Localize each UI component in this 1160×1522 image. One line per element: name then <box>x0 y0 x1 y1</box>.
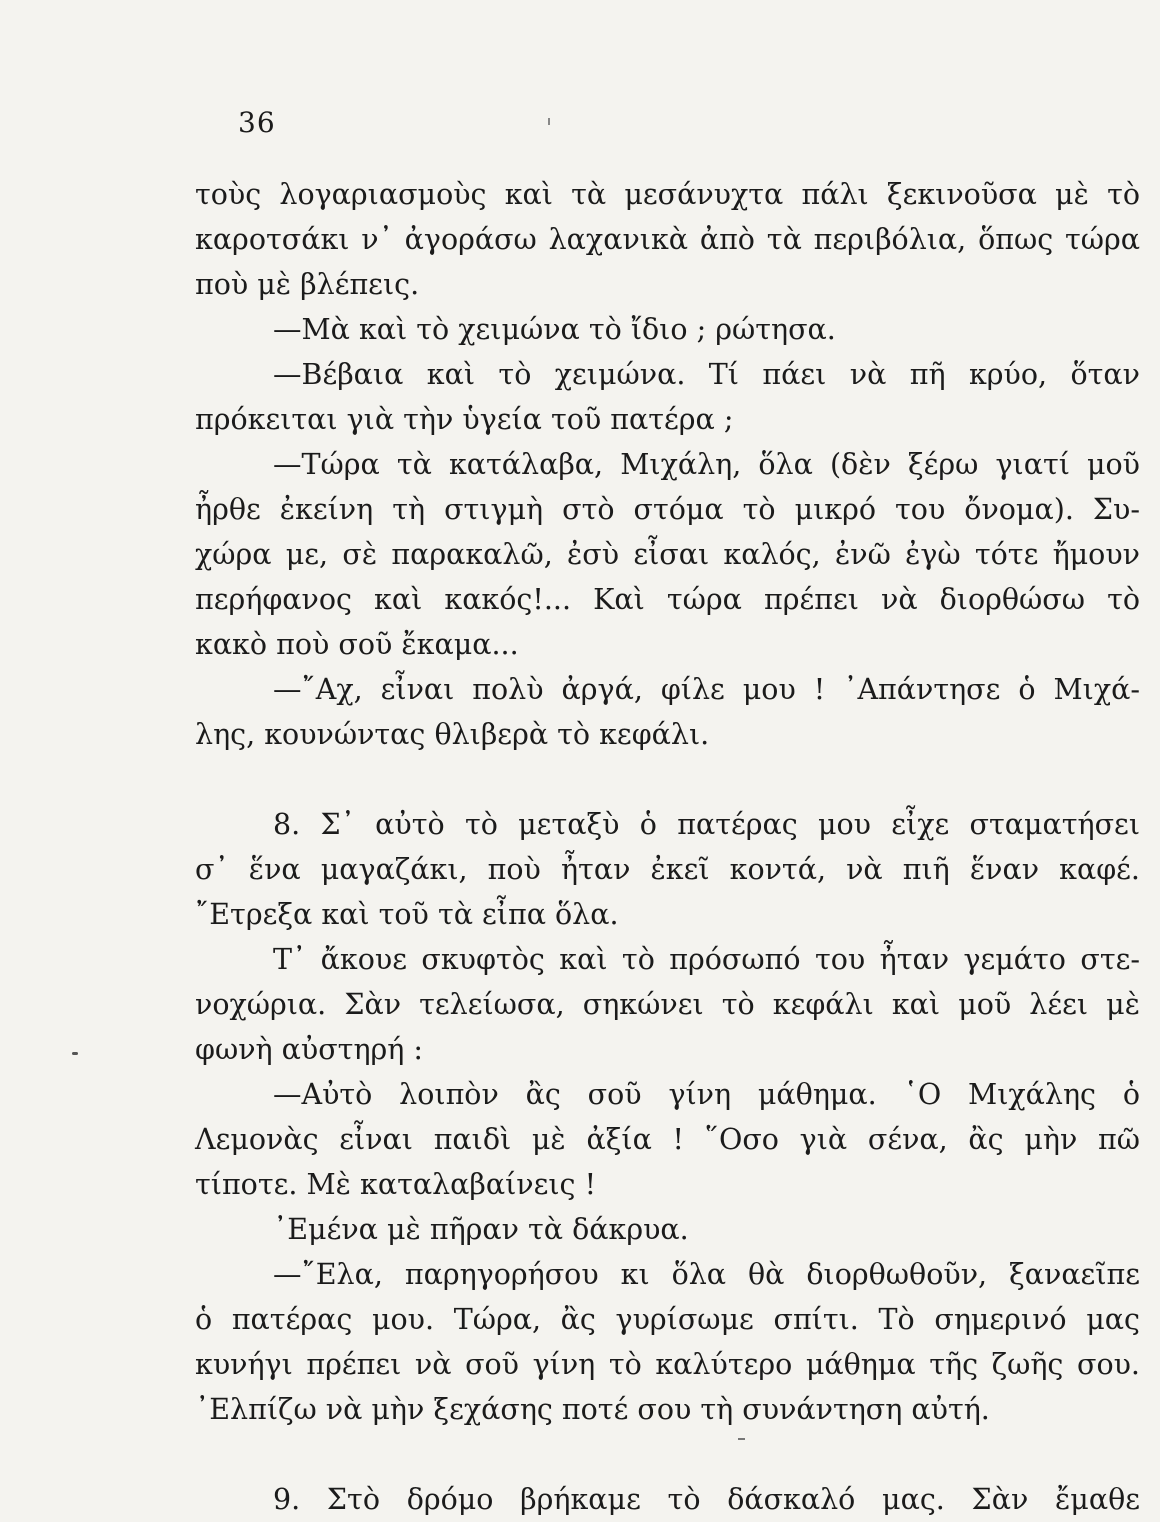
text-line: λης, κουνώντας θλιβερὰ τὸ κεφάλι. <box>195 718 710 751</box>
text-line: τοὺς λογαριασμοὺς καὶ τὰ μεσάνυχτα πάλι ξεκινοῦσα μὲ τὸ <box>195 178 1140 211</box>
page-number: 36 <box>238 106 276 139</box>
text-line: νοχώρια. Σὰν τελείωσα, σηκώνει τὸ κεφάλι καὶ μοῦ λέει μὲ <box>195 988 1140 1021</box>
text-line: 9. Στὸ δρόμο βρήκαμε τὸ δάσκαλό μας. Σὰν ἔμαθε <box>273 1483 1140 1516</box>
text-line: Λεμονὰς εἶναι παιδὶ μὲ ἀξία ! ῞Οσο γιὰ σένα, ἂς μὴν πῶ <box>195 1123 1140 1156</box>
text-line: —Βέβαια καὶ τὸ χειμώνα. Τί πάει νὰ πῆ κρύο, ὅταν <box>273 358 1140 391</box>
text-line: περήφανος καὶ κακός!... Καὶ τώρα πρέπει νὰ διορθώσω τὸ <box>195 583 1140 616</box>
text-line: χώρα με, σὲ παρακαλῶ, ἐσὺ εἶσαι καλός, ἐνῶ ἐγὼ τότε ἤμουν <box>195 538 1140 571</box>
text-line: σ᾿ ἕνα μαγαζάκι, ποὺ ἦταν ἐκεῖ κοντά, νὰ πιῆ ἕναν καφέ. <box>195 853 1140 886</box>
text-line: —῎Ελα, παρηγορήσου κι ὅλα θὰ διορθωθοῦν, ξαναεῖπε <box>273 1258 1140 1291</box>
text-line: Τ᾿ ἄκουε σκυφτὸς καὶ τὸ πρόσωπό του ἦταν γεμάτο στε- <box>273 943 1140 976</box>
text-line: ἦρθε ἐκείνη τὴ στιγμὴ στὸ στόμα τὸ μικρό του ὄνομα). Συ- <box>195 493 1140 526</box>
text-line: ᾿Εμένα μὲ πῆραν τὰ δάκρυα. <box>273 1213 689 1246</box>
print-speck <box>738 1438 745 1440</box>
text-line: —Τώρα τὰ κατάλαβα, Μιχάλη, ὅλα (δὲν ξέρω γιατί μοῦ <box>273 448 1140 481</box>
text-line: ποὺ μὲ βλέπεις. <box>195 268 420 301</box>
paragraph-gap <box>195 757 1140 802</box>
text-line: 8. Σ᾿ αὐτὸ τὸ μεταξὺ ὁ πατέρας μου εἶχε σταματήσει <box>273 808 1140 841</box>
body-text <box>195 172 1140 1522</box>
text-line: φωνὴ αὐστηρή : <box>195 1033 424 1066</box>
margin-speck <box>72 1052 78 1055</box>
text-line: ᾿Ελπίζω νὰ μὴν ξεχάσης ποτέ σου τὴ συνάντηση αὐτή. <box>195 1393 990 1426</box>
text-line: ὁ πατέρας μου. Τώρα, ἂς γυρίσωμε σπίτι. Τὸ σημερινό μας <box>195 1303 1140 1336</box>
text-line: πρόκειται γιὰ τὴν ὑγεία τοῦ πατέρα ; <box>195 403 734 436</box>
print-speck <box>548 118 550 125</box>
text-line: τίποτε. Μὲ καταλαβαίνεις ! <box>195 1168 597 1201</box>
text-line: —῎Αχ, εἶναι πολὺ ἀργά, φίλε μου ! ᾿Απάντησε ὁ Μιχά- <box>273 673 1140 706</box>
text-line: καροτσάκι ν᾿ ἀγοράσω λαχανικὰ ἀπὸ τὰ περιβόλια, ὅπως τώρα <box>195 223 1140 256</box>
paragraph-gap <box>195 1432 1140 1477</box>
text-line: κυνήγι πρέπει νὰ σοῦ γίνη τὸ καλύτερο μάθημα τῆς ζωῆς σου. <box>195 1348 1140 1381</box>
text-line: —Αὐτὸ λοιπὸν ἂς σοῦ γίνη μάθημα. ῾Ο Μιχάλης ὁ <box>273 1078 1140 1111</box>
text-line: ῎Ετρεξα καὶ τοῦ τὰ εἶπα ὅλα. <box>195 898 619 931</box>
text-line: —Μὰ καὶ τὸ χειμώνα τὸ ἴδιο ; ρώτησα. <box>273 313 836 346</box>
text-line: κακὸ ποὺ σοῦ ἔκαμα... <box>195 628 519 661</box>
